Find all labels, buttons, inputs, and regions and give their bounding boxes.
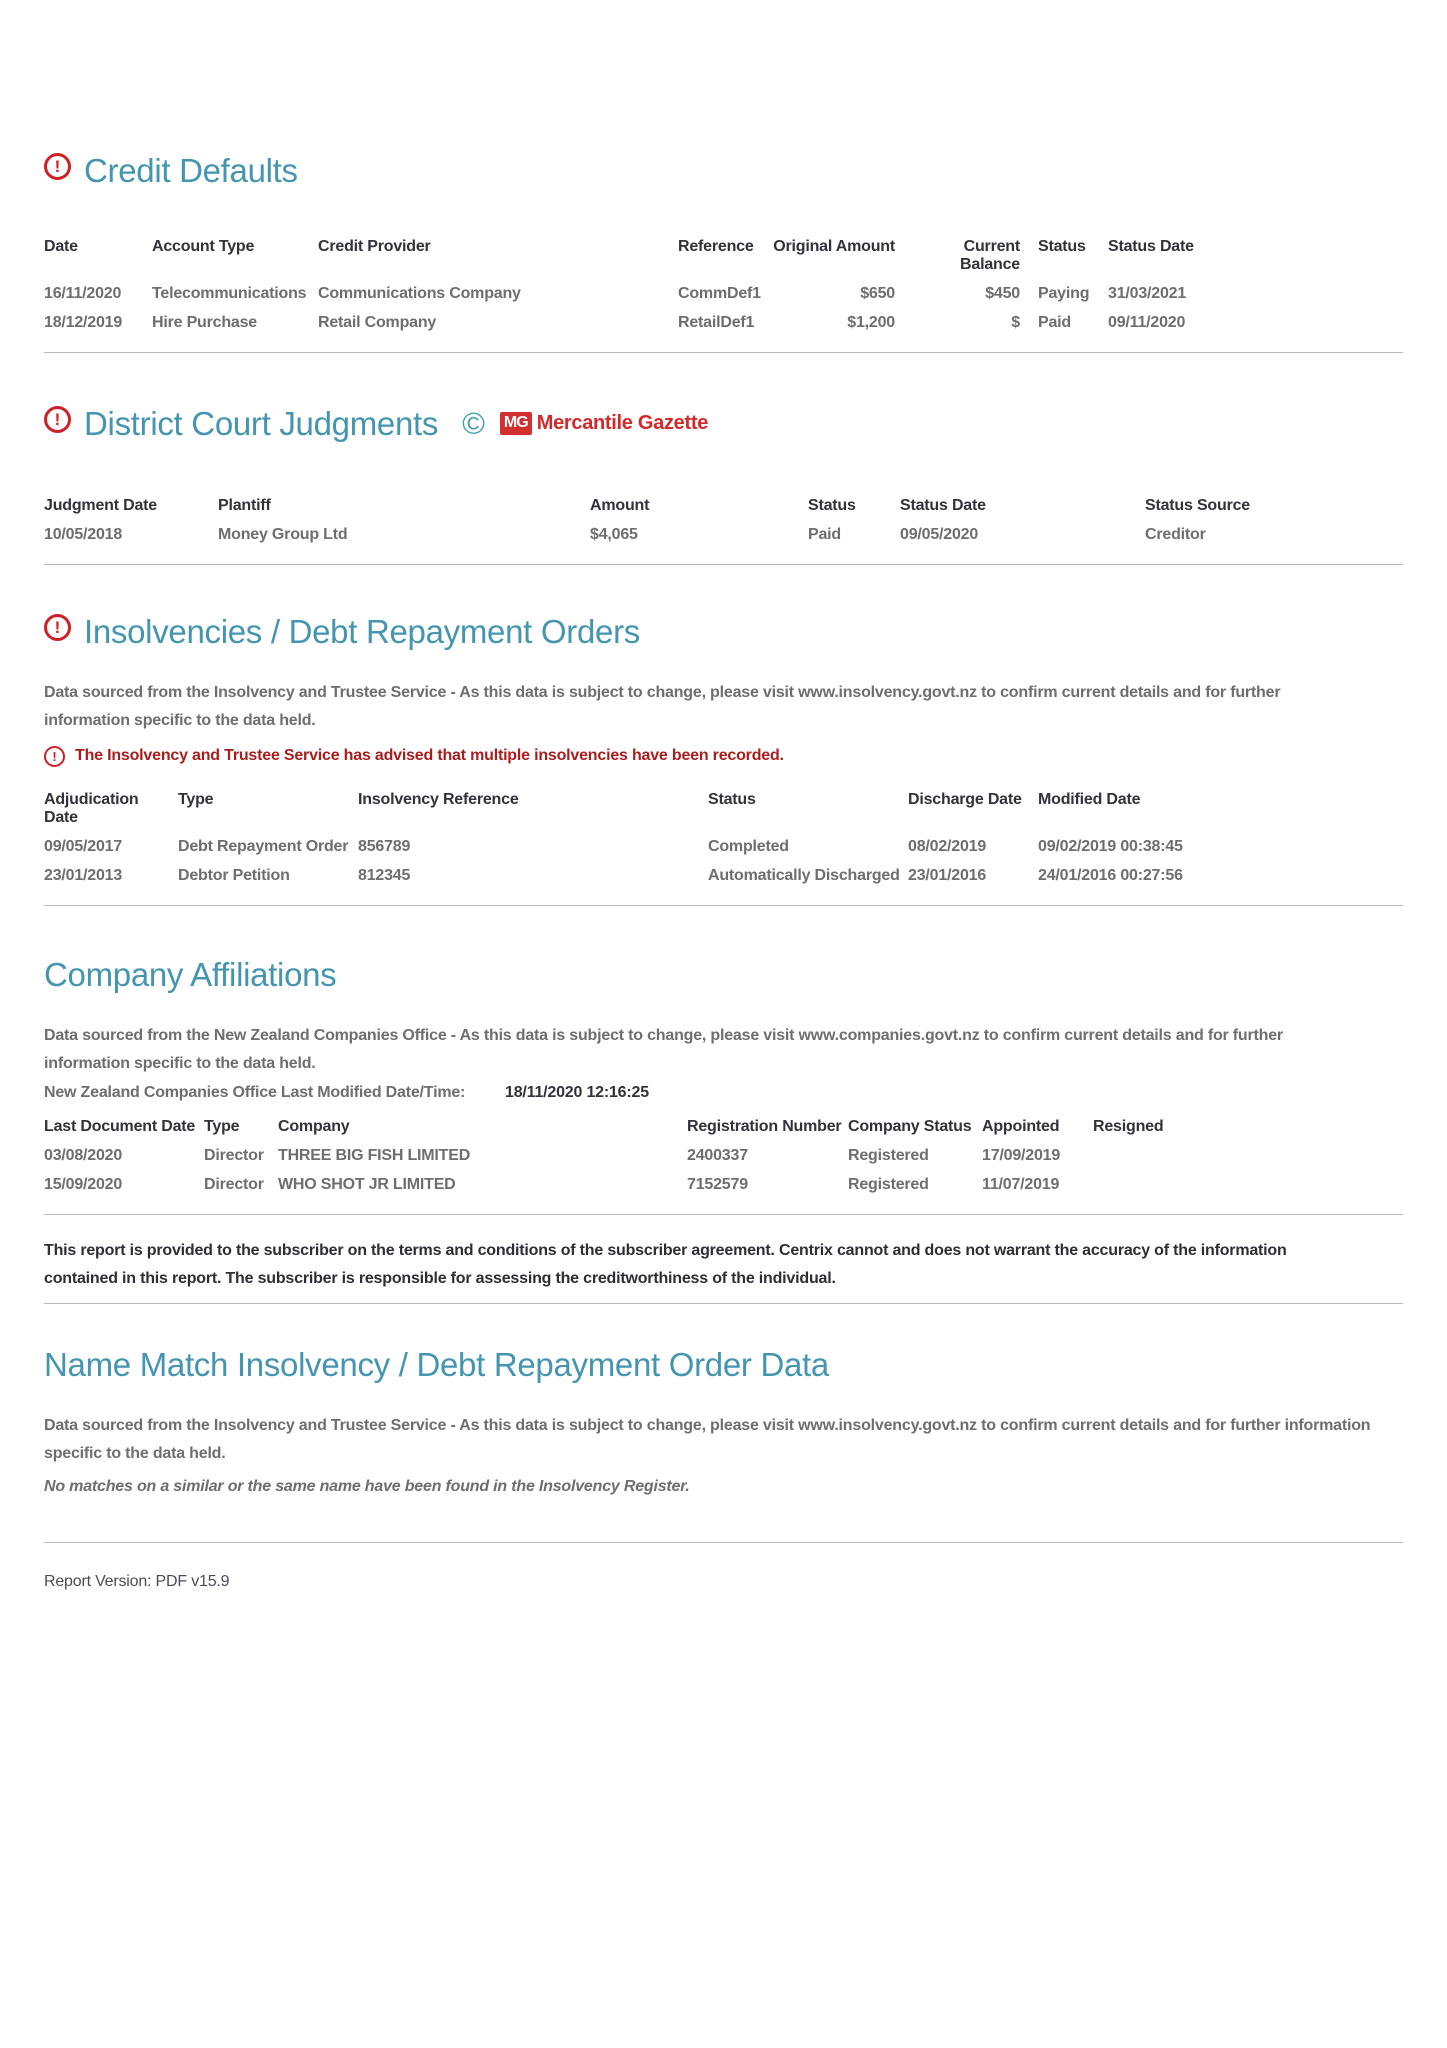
col-header: Status Source [1145,496,1250,514]
cell: Creditor [1145,525,1206,543]
company-affiliations-table [44,1114,1193,1201]
company-affiliations-heading [44,956,1403,994]
cell: 09/02/2019 00:38:45 [1038,837,1183,855]
cell [1093,1143,1193,1172]
cell: Hire Purchase [152,313,258,331]
col-header: Registration Number [687,1117,842,1135]
cell: Retail Company [318,313,437,331]
cell: Debtor Petition [178,866,290,884]
col-header: Status Date [1108,237,1194,255]
table-header-row [44,234,1243,281]
cell: Registered [848,1175,929,1193]
col-header: Current Balance [960,237,1020,273]
section-insolvencies [44,613,1403,906]
company-affiliations-source-note: Data sourced from the New Zealand Companies Office - As this data is subject to change, please visit www.companies.govt.nz to confirm current details and for further information specific to the data held. [44,1026,1283,1072]
cell: 2400337 [687,1146,748,1164]
insolvencies-heading [44,613,1403,651]
cell: 18/12/2019 [44,313,123,331]
name-match-result-note: No matches on a similar or the same name have been found in the Insolvency Register. [44,1477,690,1495]
cell: 17/09/2019 [982,1146,1061,1164]
cell: 03/08/2020 [44,1146,123,1164]
insolvencies-source-note: Data sourced from the Insolvency and Trustee Service - As this data is subject to change, please visit www.insolvency.govt.nz to confirm current details and for further information specific to the data held. [44,683,1281,729]
col-header: Date [44,237,78,255]
col-header: Account Type [152,237,255,255]
report-version-label: Report Version: [44,1572,152,1590]
warning-icon: ! [44,746,65,767]
last-modified-label: New Zealand Companies Office Last Modified Date/Time: [44,1083,466,1101]
col-header: Resigned [1093,1117,1164,1135]
cell: 24/01/2016 00:27:56 [1038,866,1183,884]
district-court-judgments-table [44,493,1325,551]
section-divider [44,564,1403,565]
cell: Director [204,1175,264,1193]
cell: $450 [985,284,1020,302]
companies-office-last-modified [44,1082,1403,1104]
name-match-heading [44,1346,1403,1384]
subscriber-disclaimer: This report is provided to the subscriber on the terms and conditions of the subscriber agreement. Centrix cannot and does not warrant the accuracy of the information contained in this report. The subscriber is responsible for assessing the creditworthiness of the individual. [44,1241,1287,1287]
table-row [44,310,1243,339]
col-header: Discharge Date [908,790,1022,808]
section-divider [44,1214,1403,1215]
cell: CommDef1 [678,284,761,302]
cell: 856789 [358,837,411,855]
cell: Debt Repayment Order [178,837,349,855]
col-header: Last Document Date [44,1117,196,1135]
section-divider [44,1303,1403,1304]
section-name-match-insolvency [44,1346,1403,1591]
cell: Automatically Discharged [708,866,900,884]
col-header: Type [178,790,214,808]
cell: 10/05/2018 [44,525,123,543]
credit-defaults-heading [44,152,1403,190]
page-title-insolvencies: Insolvencies / Debt Repayment Orders [84,612,640,650]
cell: 15/09/2020 [44,1175,123,1193]
col-header: Judgment Date [44,496,157,514]
col-header: Insolvency Reference [358,790,519,808]
insolvencies-alert-text: The Insolvency and Trustee Service has advised that multiple insolvencies have been recorded. [75,747,784,765]
cell: 812345 [358,866,411,884]
table-row [44,1172,1193,1201]
mercantile-gazette-logo [462,405,709,441]
col-header: Amount [590,496,650,514]
cell: THREE BIG FISH LIMITED [278,1146,471,1164]
cell: 11/07/2019 [982,1175,1060,1193]
cell: 08/02/2019 [908,837,987,855]
cell: $4,065 [590,525,638,543]
col-header: Plantiff [218,496,271,514]
col-header: Type [204,1117,240,1135]
table-row [44,863,1228,892]
cell: WHO SHOT JR LIMITED [278,1175,456,1193]
warning-icon: ! [44,406,71,433]
cell: Telecommunications [152,284,307,302]
col-header: Company Status [848,1117,972,1135]
cell: $1,200 [847,313,895,331]
col-header: Modified Date [1038,790,1141,808]
page-title-district-court-judgments: District Court Judgments [84,404,439,442]
col-header: Appointed [982,1117,1060,1135]
section-company-affiliations [44,956,1403,1304]
section-divider [44,905,1403,906]
insolvencies-alert [44,746,1403,767]
credit-defaults-table [44,234,1243,339]
cell: $650 [860,284,895,302]
col-header: Status [808,496,856,514]
table-header-row [44,787,1228,834]
cell: 7152579 [687,1175,748,1193]
cell: Paid [808,525,841,543]
table-row [44,522,1325,551]
table-row [44,1143,1193,1172]
cell: 23/01/2013 [44,866,123,884]
table-row [44,281,1243,310]
col-header: Original Amount [773,237,895,255]
name-match-source-note: Data sourced from the Insolvency and Trustee Service - As this data is subject to change, please visit www.insolvency.govt.nz to confirm current details and for further information specific to the data held. [44,1416,1371,1462]
insolvencies-table [44,787,1228,892]
cell [1093,1172,1193,1201]
col-header: Status [708,790,756,808]
mg-logo-icon: MG [500,412,532,435]
cell: $ [1011,313,1020,331]
section-credit-defaults [44,152,1403,353]
mercantile-gazette-label: Mercantile Gazette [536,411,709,434]
cell: 09/05/2017 [44,837,123,855]
report-version-value: PDF v15.9 [155,1572,230,1590]
section-divider [44,352,1403,353]
district-court-judgments-heading [44,405,1403,443]
page-title-credit-defaults: Credit Defaults [84,152,298,189]
table-row [44,834,1228,863]
cell: Registered [848,1146,929,1164]
cell: Communications Company [318,284,521,302]
col-header: Status Date [900,496,986,514]
report-version [44,1573,1403,1591]
cell: 23/01/2016 [908,866,987,884]
col-header: Adjudication Date [44,790,139,826]
cell: Completed [708,837,789,855]
page-title-name-match: Name Match Insolvency / Debt Repayment Order Data [44,1345,829,1383]
col-header: Company [278,1117,350,1135]
cell: Director [204,1146,264,1164]
cell: 16/11/2020 [44,284,122,302]
cell: 09/11/2020 [1108,313,1186,331]
col-header: Status [1038,237,1086,255]
col-header: Reference [678,237,754,255]
col-header: Credit Provider [318,237,431,255]
cell: Money Group Ltd [218,525,348,543]
section-district-court-judgments [44,405,1403,565]
cell: Paying [1038,284,1090,302]
cell: RetailDef1 [678,313,755,331]
section-divider [44,1542,1403,1543]
cell: 31/03/2021 [1108,284,1187,302]
cell: 09/05/2020 [900,525,979,543]
table-header-row [44,493,1325,522]
copyright-icon: © [462,405,485,441]
warning-icon: ! [44,614,71,641]
last-modified-value: 18/11/2020 12:16:25 [505,1083,649,1101]
cell: Paid [1038,313,1071,331]
warning-icon: ! [44,153,71,180]
table-header-row [44,1114,1193,1143]
page-title-company-affiliations: Company Affiliations [44,955,337,993]
